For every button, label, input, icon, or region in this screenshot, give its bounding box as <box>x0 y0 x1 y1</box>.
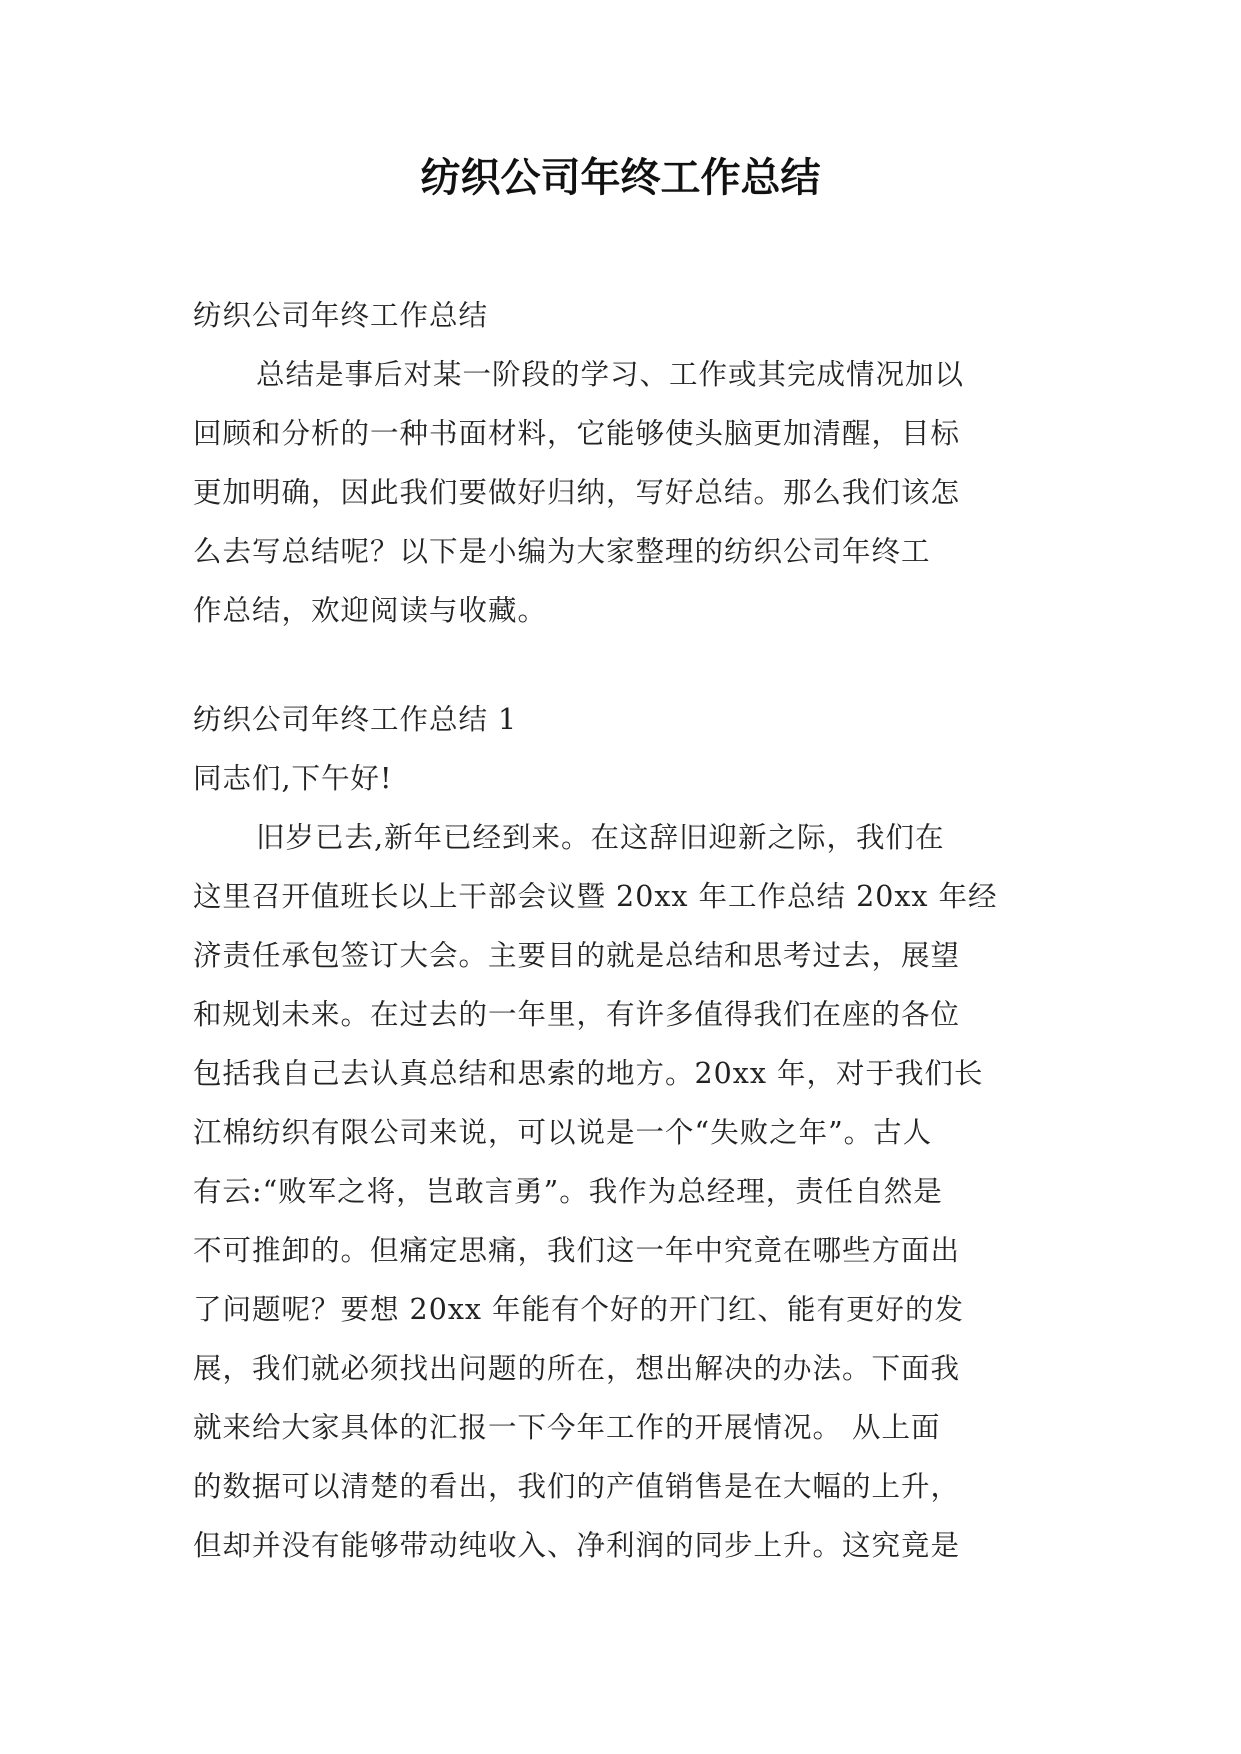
intro-line: 更加明确，因此我们要做好归纳，写好总结。那么我们该怎 <box>193 476 961 509</box>
body-line: 这里召开值班长以上干部会议暨 20xx 年工作总结 20xx 年经 <box>193 880 998 913</box>
body-line: 的数据可以清楚的看出，我们的产值销售是在大幅的上升， <box>193 1470 961 1503</box>
body-line: 旧岁已去,新年已经到来。在这辞旧迎新之际，我们在 <box>256 821 945 854</box>
intro-line: 回顾和分析的一种书面材料，它能够使头脑更加清醒，目标 <box>193 417 961 450</box>
body-line: 有云:“败军之将，岂敢言勇”。我作为总经理，责任自然是 <box>193 1175 943 1208</box>
body-line: 就来给大家具体的汇报一下今年工作的开展情况。 从上面 <box>193 1411 941 1444</box>
body-line: 不可推卸的。但痛定思痛，我们这一年中究竟在哪些方面出 <box>193 1234 961 1267</box>
body-line: 包括我自己去认真总结和思索的地方。20xx 年，对于我们长 <box>193 1057 984 1090</box>
intro-line: 么去写总结呢？以下是小编为大家整理的纺织公司年终工 <box>193 535 931 568</box>
body-line: 和规划未来。在过去的一年里，有许多值得我们在座的各位 <box>193 998 961 1031</box>
document-title: 纺织公司年终工作总结 <box>420 155 821 201</box>
section-heading: 纺织公司年终工作总结 1 <box>193 703 518 736</box>
body-line: 江棉纺织有限公司来说，可以说是一个“失败之年”。古人 <box>193 1116 933 1149</box>
body-line: 了问题呢？要想 20xx 年能有个好的开门红、能有更好的发 <box>193 1293 965 1326</box>
body-line: 展，我们就必须找出问题的所在，想出解决的办法。下面我 <box>193 1352 961 1385</box>
greeting: 同志们,下午好! <box>193 762 393 795</box>
body-line: 但却并没有能够带动纯收入、净利润的同步上升。这究竟是 <box>193 1529 961 1562</box>
intro-line: 总结是事后对某一阶段的学习、工作或其完成情况加以 <box>256 358 965 391</box>
section-1 <box>193 690 1053 1575</box>
body-line: 济责任承包签订大会。主要目的就是总结和思考过去，展望 <box>193 939 961 972</box>
intro-line: 作总结，欢迎阅读与收藏。 <box>193 594 548 627</box>
subtitle: 纺织公司年终工作总结 <box>193 299 489 332</box>
intro-section <box>193 286 1053 640</box>
